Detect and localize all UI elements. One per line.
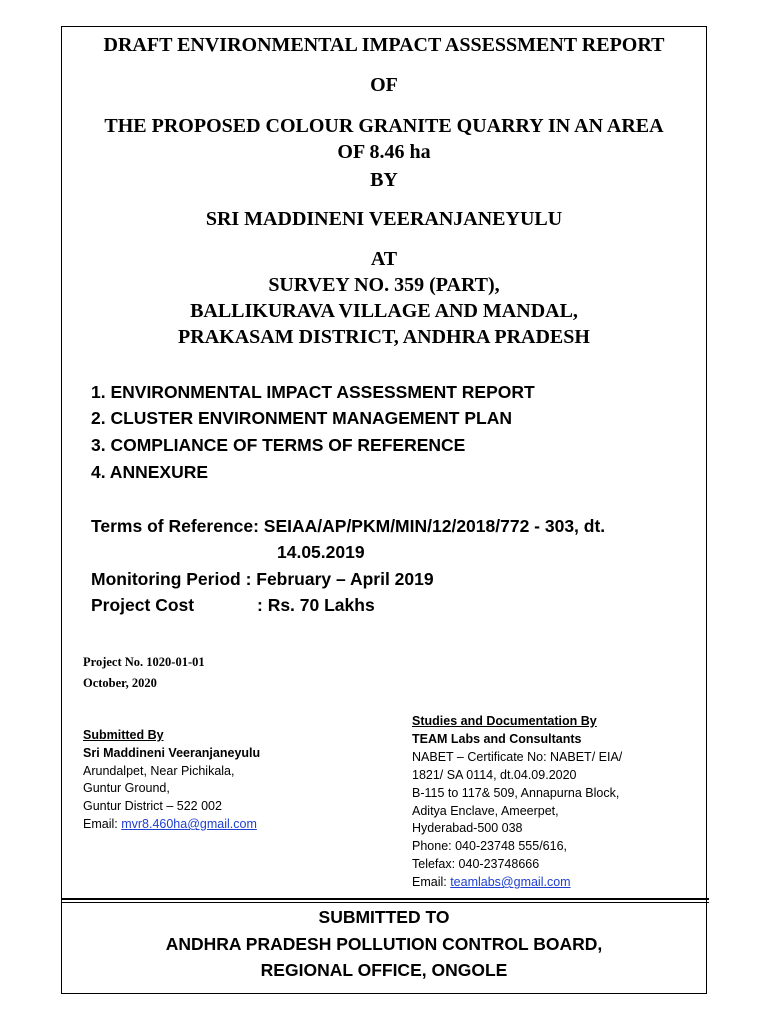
footer-divider-secondary: [61, 902, 709, 903]
consultant-certificate-1: NABET – Certificate No: NABET/ EIA/: [412, 750, 623, 764]
proponent-name: SRI MADDINENI VEERANJANEYULU: [205, 208, 563, 230]
report-title-line-1: DRAFT ENVIRONMENTAL IMPACT ASSESSMENT REPORT: [103, 34, 665, 56]
submitter-name: Sri Maddineni Veeranjaneyulu: [83, 746, 261, 760]
terms-of-reference: Terms of Reference: SEIAA/AP/PKM/MIN/12/2018/772 - 303, dt.: [91, 516, 606, 536]
consultant-address-1: B-115 to 117& 509, Annapurna Block,: [412, 786, 620, 800]
submitter-email-line: [83, 816, 257, 834]
consultant-email-line: [412, 874, 571, 892]
consultant-telefax: Telefax: 040-23748666: [412, 857, 540, 871]
submitter-address-3: Guntur District – 522 002: [83, 799, 222, 813]
report-title-line-7: AT: [370, 248, 398, 270]
village-mandal: BALLIKURAVA VILLAGE AND MANDAL,: [190, 300, 578, 322]
report-title-line-4: OF 8.46 ha: [337, 141, 431, 163]
consultant-email-label: Email:: [412, 875, 451, 889]
consultant-email-link[interactable]: teamlabs@gmail.com: [450, 875, 571, 889]
consultant-address-2: Aditya Enclave, Ameerpet,: [412, 804, 559, 818]
project-cost-value: : Rs. 70 Lakhs: [257, 595, 375, 615]
submitter-email-label: Email:: [83, 817, 122, 831]
district-state: PRAKASAM DISTRICT, ANDHRA PRADESH: [178, 326, 590, 348]
contents-item-4: 4. ANNEXURE: [91, 462, 209, 482]
report-title-line-5: BY: [370, 169, 398, 191]
project-number: Project No. 1020-01-01: [83, 655, 205, 669]
report-title-line-3: THE PROPOSED COLOUR GRANITE QUARRY IN AN AREA: [104, 115, 664, 137]
consultant-name: TEAM Labs and Consultants: [412, 732, 582, 746]
board-name: ANDHRA PRADESH POLLUTION CONTROL BOARD,: [165, 934, 603, 954]
contents-item-3: 3. COMPLIANCE OF TERMS OF REFERENCE: [91, 435, 466, 455]
consultant-phone: Phone: 040-23748 555/616,: [412, 839, 567, 853]
consultant-address-3: Hyderabad-500 038: [412, 821, 523, 835]
monitoring-period: Monitoring Period : February – April 2019: [91, 569, 434, 589]
contents-item-1: 1. ENVIRONMENTAL IMPACT ASSESSMENT REPORT: [91, 382, 535, 402]
survey-number: SURVEY NO. 359 (PART),: [268, 274, 500, 296]
footer-divider: [61, 898, 709, 900]
submitter-email-link[interactable]: mvr8.460ha@gmail.com: [121, 817, 257, 831]
consultant-heading: Studies and Documentation By: [412, 714, 597, 728]
submitted-to-heading: SUBMITTED TO: [318, 907, 450, 927]
project-date: October, 2020: [83, 676, 157, 690]
project-cost-label: Project Cost: [91, 595, 195, 615]
consultant-certificate-2: 1821/ SA 0114, dt.04.09.2020: [412, 768, 577, 782]
terms-of-reference-date: 14.05.2019: [277, 542, 365, 562]
contents-item-2: 2. CLUSTER ENVIRONMENT MANAGEMENT PLAN: [91, 408, 512, 428]
submitter-address-2: Guntur Ground,: [83, 781, 170, 795]
report-title-line-2: OF: [370, 74, 398, 96]
regional-office: REGIONAL OFFICE, ONGOLE: [260, 960, 508, 980]
submitted-by-heading: Submitted By: [83, 728, 164, 742]
submitter-address-1: Arundalpet, Near Pichikala,: [83, 764, 235, 778]
